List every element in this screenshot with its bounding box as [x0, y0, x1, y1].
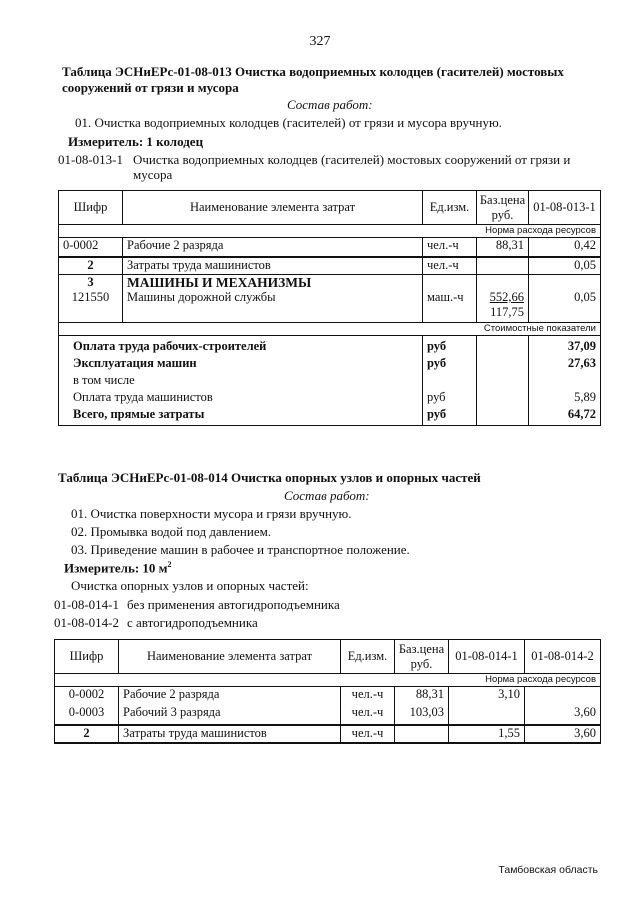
table1-title-line1: Таблица ЭСНиЕРс-01-08-013 Очистка водоприемных колодцев (гасителей) мостовых	[62, 64, 564, 79]
table2-subject: Очистка опорных узлов и опорных частей:	[71, 578, 309, 593]
table2-work-heading: Состав работ:	[284, 488, 370, 503]
table2-meter-text: Измеритель: 10 м	[64, 560, 168, 576]
row-unit: чел.-ч	[423, 238, 477, 257]
total-unit: руб	[427, 339, 447, 353]
row-v1: 1,55	[449, 725, 525, 743]
table-row	[59, 257, 601, 275]
total-unit: руб	[427, 390, 446, 404]
table-row	[55, 687, 601, 705]
table2-title: Таблица ЭСНиЕРс-01-08-014 Очистка опорных узлов и опорных частей	[58, 470, 481, 485]
row-v2	[525, 687, 601, 705]
mech-price2: 117,75	[490, 305, 524, 319]
header-price	[477, 191, 529, 225]
row-price: 88,31	[477, 238, 529, 257]
row-shifr: 2	[59, 257, 123, 275]
total-name: Оплата труда рабочих-строителей	[73, 339, 267, 353]
header-unit: Ед.изм.	[423, 191, 477, 225]
table-row	[59, 238, 601, 257]
mech-unit: маш.-ч	[427, 290, 464, 304]
table1-norm-caption-row	[59, 225, 601, 238]
header-unit: Ед.изм.	[341, 640, 395, 674]
mech-price1: 552,66	[489, 290, 524, 304]
header-price-line2: руб.	[491, 207, 514, 222]
row-name: Затраты труда машинистов	[119, 725, 341, 743]
table1-header-row	[59, 191, 601, 225]
mech-shifr-cell	[59, 275, 123, 323]
mech-unit-cell	[423, 275, 477, 323]
table1-code-desc-line2: мусора	[133, 167, 173, 182]
mech-value-cell	[529, 275, 601, 323]
row-shifr: 0-0003	[55, 705, 119, 725]
totals-units	[423, 336, 477, 426]
total-value: 27,63	[567, 356, 596, 370]
table2-work-item: 03. Приведение машин в рабочее и транспортное положение.	[71, 542, 410, 557]
totals-price-empty	[477, 336, 529, 426]
mech-name: Машины дорожной службы	[127, 290, 276, 304]
table2-code-desc: с автогидроподъемника	[127, 615, 258, 630]
table1-title-line2: сооружений от грязи и мусора	[62, 80, 239, 95]
row-shifr: 0-0002	[59, 238, 123, 257]
row-v2: 3,60	[525, 725, 601, 743]
header-price-line1: Баз.цена	[398, 641, 445, 656]
table2-header-row	[55, 640, 601, 674]
row-shifr: 2	[55, 725, 119, 743]
header-price	[395, 640, 449, 674]
total-unit: руб	[427, 407, 447, 421]
header-col2: 01-08-014-2	[525, 640, 601, 674]
total-name: Эксплуатация машин	[73, 356, 197, 370]
row-price	[395, 725, 449, 743]
total-value: 37,09	[567, 339, 596, 353]
mech-price-cell	[477, 275, 529, 323]
table1-cost-caption-row	[59, 323, 601, 336]
table2	[54, 639, 601, 744]
table1-work-heading: Состав работ:	[287, 97, 373, 112]
total-name: Всего, прямые затраты	[73, 407, 205, 421]
table2-meter	[64, 560, 172, 576]
cost-caption: Стоимостные показатели	[59, 323, 601, 336]
header-shifr: Шифр	[55, 640, 119, 674]
mech-value: 0,05	[574, 290, 596, 304]
table2-code-desc: без применения автогидроподъемника	[127, 597, 340, 612]
page-number: 327	[309, 34, 331, 49]
table1-code: 01-08-013-1	[58, 152, 123, 167]
row-name: Затраты труда машинистов	[123, 257, 423, 275]
row-name: Рабочие 2 разряда	[119, 687, 341, 705]
row-price: 88,31	[395, 687, 449, 705]
table-row	[55, 725, 601, 743]
total-unit: руб	[427, 356, 447, 370]
row-v1	[449, 705, 525, 725]
mech-name-cell	[123, 275, 423, 323]
total-name: Оплата труда машинистов	[73, 390, 213, 404]
header-price-line1: Баз.цена	[479, 192, 526, 207]
totals-values	[529, 336, 601, 426]
row-value: 0,05	[529, 257, 601, 275]
table1-code-desc-line1: Очистка водоприемных колодцев (гасителей) мостовых сооружений от грязи и	[133, 152, 571, 167]
row-v2: 3,60	[525, 705, 601, 725]
header-name: Наименование элемента затрат	[123, 191, 423, 225]
header-shifr: Шифр	[59, 191, 123, 225]
table2-work-item: 02. Промывка водой под давлением.	[71, 524, 272, 539]
row-price: 103,03	[395, 705, 449, 725]
total-unit	[427, 372, 472, 389]
table1-totals-row	[59, 336, 601, 426]
table2-norm-caption-row	[55, 674, 601, 687]
total-name: в том числе	[73, 373, 135, 387]
table2-code: 01-08-014-1	[54, 597, 119, 612]
totals-names	[59, 336, 423, 426]
table1	[58, 190, 601, 426]
norm-caption: Норма расхода ресурсов	[59, 225, 601, 238]
mech-num: 3	[87, 275, 94, 289]
total-value	[533, 372, 596, 389]
row-name: Рабочий 3 разряда	[119, 705, 341, 725]
header-col: 01-08-013-1	[529, 191, 601, 225]
row-unit: чел.-ч	[341, 687, 395, 705]
table2-code: 01-08-014-2	[54, 615, 119, 630]
table1-meter: Измеритель: 1 колодец	[68, 134, 204, 149]
total-value: 64,72	[567, 407, 596, 421]
header-price-line2: руб.	[410, 656, 433, 671]
table1-work-item: 01. Очистка водоприемных колодцев (гасителей) от грязи и мусора вручную.	[75, 115, 502, 130]
row-shifr: 0-0002	[55, 687, 119, 705]
footer-region: Тамбовская область	[498, 864, 598, 876]
row-price	[477, 257, 529, 275]
table-row-mechanisms	[59, 275, 601, 323]
row-name: Рабочие 2 разряда	[123, 238, 423, 257]
row-unit: чел.-ч	[423, 257, 477, 275]
table-row	[55, 705, 601, 725]
header-col1: 01-08-014-1	[449, 640, 525, 674]
mech-heading: МАШИНЫ И МЕХАНИЗМЫ	[127, 275, 312, 290]
total-value: 5,89	[574, 390, 596, 404]
table2-work-item: 01. Очистка поверхности мусора и грязи вручную.	[71, 506, 352, 521]
norm-caption: Норма расхода ресурсов	[55, 674, 601, 687]
row-value: 0,42	[529, 238, 601, 257]
row-unit: чел.-ч	[341, 705, 395, 725]
mech-shifr: 121550	[71, 290, 110, 304]
header-name: Наименование элемента затрат	[119, 640, 341, 674]
row-v1: 3,10	[449, 687, 525, 705]
table2-meter-sup: 2	[167, 560, 172, 569]
row-unit: чел.-ч	[341, 725, 395, 743]
